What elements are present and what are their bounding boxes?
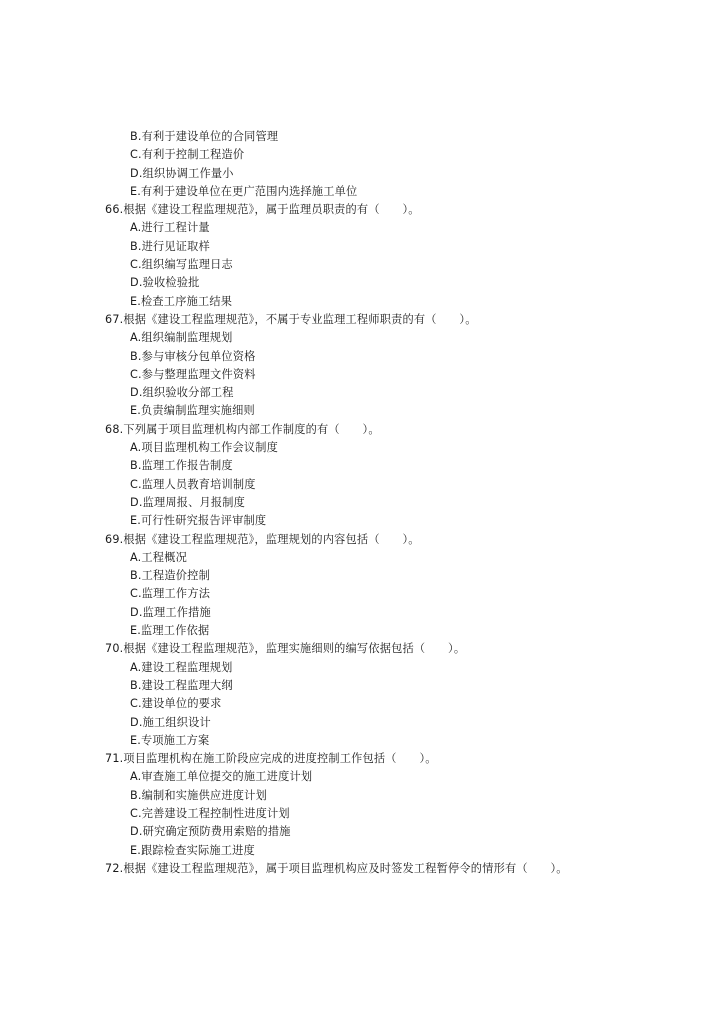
option-text: A.组织编制监理规划 [130, 331, 233, 345]
option-text: D.研究确定预防费用索赔的措施 [130, 825, 291, 839]
option-text: E.可行性研究报告评审制度 [130, 514, 267, 528]
option-text: A.审查施工单位提交的施工进度计划 [130, 770, 313, 784]
option-text: D.组织协调工作量小 [130, 166, 234, 180]
option-text: C.监理工作方法 [130, 587, 211, 601]
option-text: B.工程造价控制 [130, 569, 210, 583]
option-text: D.监理工作措施 [130, 605, 211, 619]
option-text: B.建设工程监理大纲 [130, 678, 233, 692]
question-text: 68.下列属于项目监理机构内部工作制度的有（ ）。 [105, 422, 380, 436]
option-text: E.负责编制监理实施细则 [130, 404, 255, 418]
option-text: A.项目监理机构工作会议制度 [130, 441, 279, 455]
option-text: C.完善建设工程控制性进度计划 [130, 806, 290, 820]
option-text: E.跟踪检查实际施工进度 [130, 843, 255, 857]
option-text: D.监理周报、月报制度 [130, 495, 246, 509]
option-text: A.建设工程监理规划 [130, 660, 233, 674]
option-text: C.组织编写监理日志 [130, 258, 233, 272]
option-text: C.有利于控制工程造价 [130, 148, 245, 162]
option-text: D.施工组织设计 [130, 715, 211, 729]
option-text: C.参与整理监理文件资料 [130, 367, 256, 381]
option-text: C.监理人员教育培训制度 [130, 477, 256, 491]
question-text: 72.根据《建设工程监理规范》，属于项目监理机构应及时签发工程暂停令的情形有（ ）。 [105, 861, 568, 875]
option-text: C.建设单位的要求 [130, 697, 222, 711]
option-text: B.有利于建设单位的合同管理 [130, 130, 279, 143]
question-list [0, 128, 724, 878]
option-text: E.检查工序施工结果 [130, 294, 233, 308]
question-text: 71.项目监理机构在施工阶段应完成的进度控制工作包括（ ）。 [105, 752, 437, 766]
option-text: B.参与审核分包单位资格 [130, 349, 256, 363]
option-text: E.有利于建设单位在更广范围内选择施工单位 [130, 184, 358, 198]
option-text: A.进行工程计量 [130, 221, 210, 235]
question-text: 69.根据《建设工程监理规范》，监理规划的内容包括（ ）。 [105, 532, 420, 546]
question-text: 66.根据《建设工程监理规范》，属于监理员职责的有（ ）。 [105, 203, 420, 217]
option-text: E.专项施工方案 [130, 733, 210, 747]
question-text: 67.根据《建设工程监理规范》，不属于专业监理工程师职责的有（ ）。 [105, 312, 477, 326]
option-text: D.验收检验批 [130, 276, 200, 290]
option-text: B.编制和实施供应进度计划 [130, 788, 267, 802]
question-text: 70.根据《建设工程监理规范》，监理实施细则的编写依据包括（ ）。 [105, 642, 466, 656]
option-text: B.监理工作报告制度 [130, 459, 233, 473]
option-text: B.进行见证取样 [130, 239, 210, 253]
option-text: A.工程概况 [130, 550, 187, 564]
option-text: D.组织验收分部工程 [130, 386, 234, 400]
option-text: E.监理工作依据 [130, 624, 210, 638]
